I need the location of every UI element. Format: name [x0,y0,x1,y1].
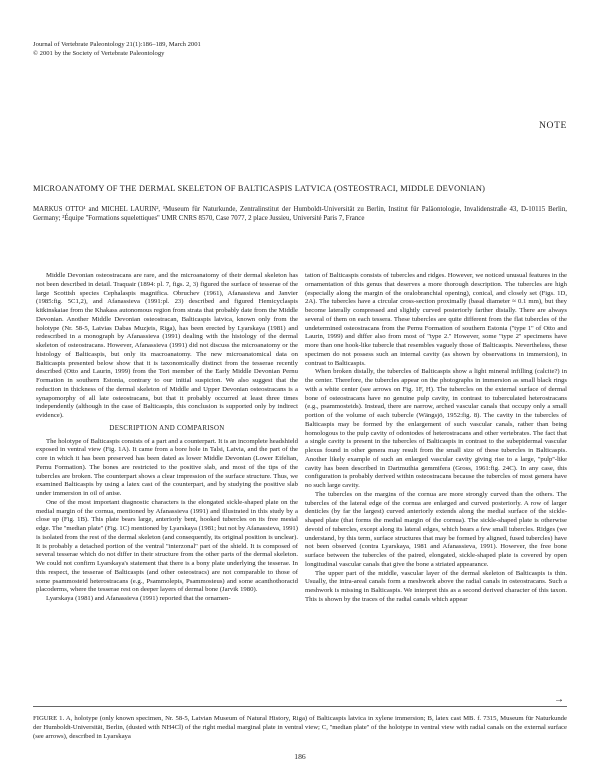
paragraph: tation of Balticaspis consists of tubercles and ridges. However, we noticed unusual features in the ornamentation of this genus that deserves a more thorough description. The tubercles are high (especially along the margin of the oralobranchial opening), conical, and closely set (Figs. 1D, 2A). The tubercles have a circular cross-section proximally (basal diameter ≈ 0.1 mm), but they become laterally compressed and slightly curved posteriorly farther distally. There are always several of them on each tessera. These tubercles are quite different from the flat tubercles of the undetermined osteostracans from the Pernu Formation of southern Estonia (''type 1'' of Otto and Laurin, 1999) and differ also from most of ''type 2.'' However, some ''type 2'' specimens have more than one hook-like tubercle that resembles vaguely those of Balticaspis. Nevertheless, these specimen do not possess such an internal cavity (as shown by observations in immersion), in contrast to Balticaspis. [305,272,567,367]
journal-header [33,41,201,58]
paragraph: Lyarskaya (1981) and Afanassieva (1991) reported that the ornamen- [46,595,231,602]
section-heading: DESCRIPTION AND COMPARISON [109,424,225,432]
page-number: 186 [294,752,306,761]
paragraph: The tubercles on the margins of the cornua are more strongly curved than the others. The tubercles of the lateral edge of the cornua are enlarged and curved posteriorly. A row of larger denticles (by far the largest) curved anteriorly extends along the medial surface of the sickle-shaped plate (that forms the medial margin of the cornua). The sickle-shaped plate is otherwise devoid of tubercles, except along its lateral edges, which bears a few small tubercles. Ridges (we understand, by this term, surface structures that may be formed by aligned, fused tubercles) have not been observed (contra Lyarskaya, 1981 and Afanassieva, 1991). However, the free bone surface between the tubercles of the paired, elongated, sickle-shaped plate is covered by open longitudinal vascular canals that give the bone a striated appearance. [305,490,567,568]
paragraph: When broken distally, the tubercles of Balticaspis show a light mineral infilling (calcite?) in the center. Therefore, the tubercles appear on the photographs in immersion as small black rings with a white center (see arrows on Fig. 1F, H). The tubercles on the external surface of dermal bone of osteostracans have no genuine pulp cavity, in contrast to tuberculated heterostracans (e.g., psammosteids). Instead, there are narrow, arched vascular canals that occupy only a small portion of the volume of each tubercle (Wängsjö, 1952:fig. 8). The cavity in the tubercles of Balticaspis may be formed by the enlargement of such vascular canals, rather than being homologous to the pulp cavity of odontodes of heterostracans and other vertebrates. The fact that a single cavity is present in the tubercles of Balticaspis in contrast to the subepidermal vascular plexus found in other genera may result from the small size of these tubercles in Balticaspis. Another likely example of such an enlarged vascular cavity giving rise to a large, ''pulp''-like cavity has been described in Dartmuthia gemmifera (Gross, 1961:fig. 24C). In any case, this configuration is probably derived within osteostracans because the tubercles of most genera have no such large cavity. [305,368,567,489]
paragraph: The holotype of Balticaspis consists of a part and a counterpart. It is an incomplete headshield exposed in ventral view (Fig. 1A). It came from a bore hole in Talsi, Latvia, and the part of the core in which it has been preserved has been dated as lower Middle Devonian (Lower Eifelian, Pernu Formation). The bones are restricted to the positive slab, and most of the tips of the tubercles are broken. The counterpart shows a clear impression of the surface structure. Thus, we examined Balticaspis by using a latex cast of the counterpart, and by studying the positive slab under immersion in oil of anise. [36,437,298,497]
section-label: NOTE [539,120,567,131]
figure-caption: FIGURE 1. A, holotype (only known specimen, Nr. 58-5, Latvian Museum of Natural History, Riga) of Balticaspis latvica in xylene immersion; B, latex cast MB. f. 7315, Museum für Naturkunde der Humboldt-Universität, Berlin, (dusted with NH4Cl) of the right medial marginal plate in ventral view; C, ''median plate'' of the holotype in ventral view with radial canals on the external surface (see arrows), described in Lyarskaya [33,715,567,740]
paragraph: One of the most important diagnostic characters is the elongated sickle-shaped plate on the medial margin of the cornua, mentioned by Afanassieva (1991) and illustrated in this study by a close up (Fig. 1B). This plate bears large, anteriorly bent, hooked tubercles on its free mesial edge. The ''median plate'' (Fig. 1C) mentioned by Lyarskaya (1981; but not by Afanassieva, 1991) is isolated from the rest of the dermal skeleton (and consequently, its original position is unclear). It is probably a detached portion of the ventral ''interzonal'' part of the shield. It is composed of several tesserae which do not differ in their structure from the other parts of the dermal skeleton. We could not confirm Lyarskaya's statement that there is a bony plate underlying the tesserae. In this respect, the tesserae of Balticaspis (and other osteostracs) are not comparable to those of some psammosteid heterostracans (e.g., Psammolepis, Psammosteus) and some acanthothoracid placoderms, where the tesserae rest on deeper layers of dermal bone (Jarvik 1980). [36,498,298,594]
author-affiliations: MARKUS OTTO¹ and MICHEL LAURIN², ¹Museum für Naturkunde, Zentralinstitut der Humboldt-Universität zu Berlin, Institut für Paläontologie, Invalidenstraße 43, D-10115 Berlin, Germany; ²Équipe ''Formations squelettiques'' UMR CNRS 8570, Case 7077, 2 place Jussieu, Université Paris 7, France [33,206,567,223]
journal-citation: Journal of Vertebrate Paleontology 21(1):186–189, March 2001 [33,41,201,48]
caption-divider [33,706,567,707]
left-column [36,272,298,604]
paragraph: The upper part of the middle, vascular layer of the dermal skeleton of Balticaspis is thin. Usually, the intra-areal canals form a meshwork above the radial canals in osteostracans. Such a meshwork is missing in Balticaspis. We interpret this as a second derived character of this taxon. This is shown by the traces of the radial canals which appear [305,569,567,603]
article-title: MICROANATOMY OF THE DERMAL SKELETON OF BALTICASPIS LATVICA (OSTEOSTRACI, MIDDLE DEVONIAN) [33,184,486,193]
journal-copyright: © 2001 by the Society of Vertebrate Paleontology [33,49,165,57]
paragraph: Middle Devonian osteostracans are rare, and the microanatomy of their dermal skeleton has not been described in detail. Traquair (1894: pl. 7, figs. 2, 3) figured the surface of tesserae of the large Scottish species Cephalaspis magnifica. Obruchev (1961), Afanassieva and Janvier (1985:fig. 5C1,2), and Afanassieva (1991:pl. 23) described and figured Hemicyclaspis kitkinskaiae from the Khakass autonomous region from strata that probably date from the Middle Devonian. Another Middle Devonian osteostracan, Balticaspis latvica, known only from the holotype (Nr. 58-5, Latvias Dabas Muzjeis, Riga), has been erected by Lyarskaya (1981) and redescribed in a monograph by Afanassieva (1991) dealing with the histology of the dermal skeleton of osteostracans. However, Afanassieva (1991) did not discuss the microanatomy or the histology of Balticaspis, but only its macroanatomy. The new microanatomical data on Balticaspis presented below show that it is taxonomically distinct from the tesserae recently described (Otto and Laurin, 1999) from the Tori member of the Early Middle Devonian Pernu Formation in southern Estonia, contrary to our initial suspicion. We also suggest that the reduction in thickness of the dermal skeleton of Middle and Upper Devonian osteostracans is a synapomorphy of all late osteostracans, but that it probably occurred at least three times independently (although in the case of Balticaspis, this conclusion is supported only by indirect evidence). [36,272,298,419]
continuation-arrow-icon: → [554,694,564,705]
right-column [305,272,567,605]
